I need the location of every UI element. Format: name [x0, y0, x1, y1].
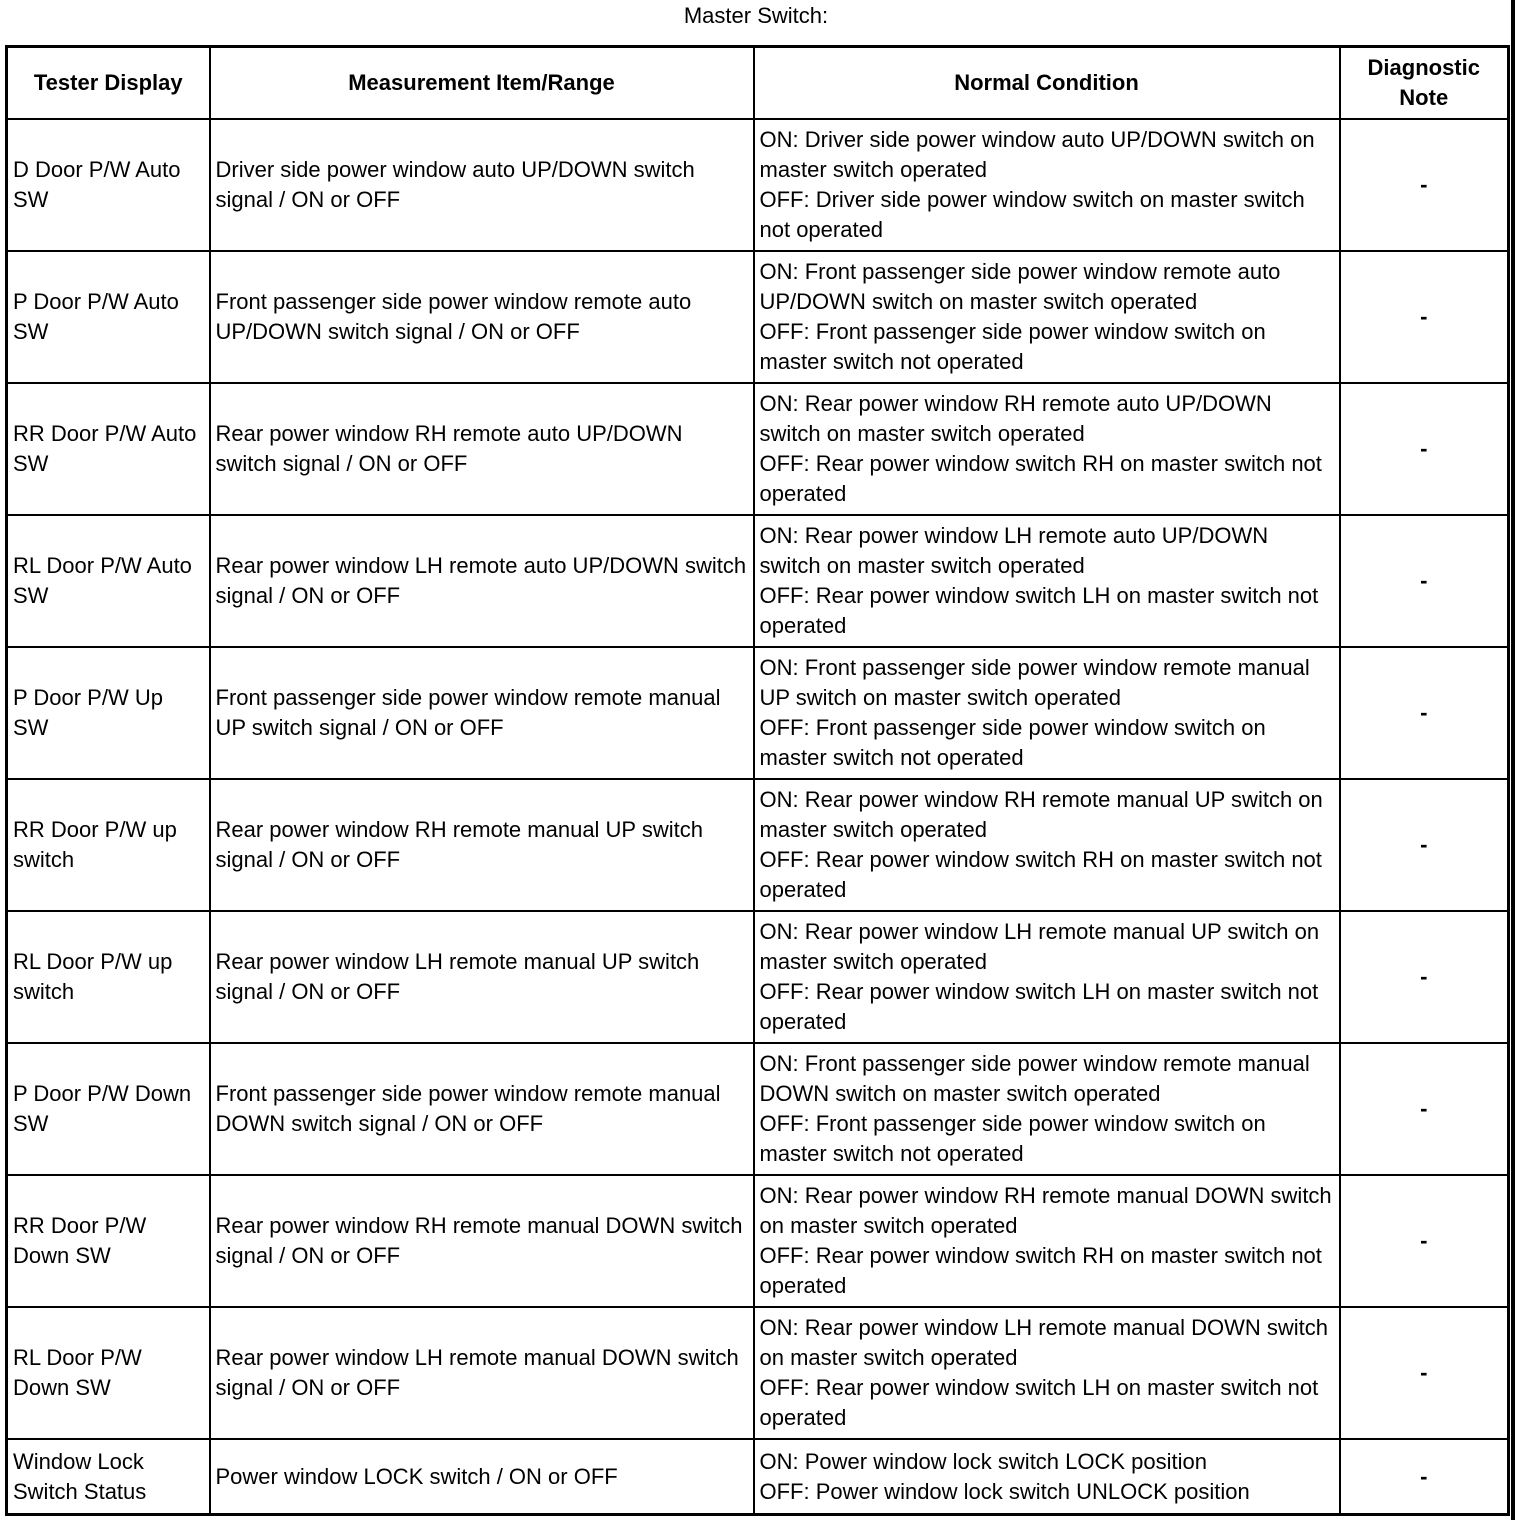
tester-display-cell: RL Door P/W Auto SW	[7, 515, 210, 647]
condition-off: OFF: Front passenger side power window switch on master switch not operated	[759, 714, 1266, 770]
normal-condition-cell	[754, 1307, 1340, 1439]
table-row	[7, 1043, 1509, 1175]
diagnostic-note-cell: -	[1340, 1043, 1509, 1175]
table-row	[7, 647, 1509, 779]
diagnostic-note-cell: -	[1340, 911, 1509, 1043]
measurement-item-cell: Rear power window LH remote manual UP switch signal / ON or OFF	[210, 911, 754, 1043]
table-row	[7, 383, 1509, 515]
tester-display-cell: RL Door P/W Down SW	[7, 1307, 210, 1439]
normal-condition-cell	[754, 251, 1340, 383]
tester-display-cell: P Door P/W Down SW	[7, 1043, 210, 1175]
diagnostic-note-cell: -	[1340, 1175, 1509, 1307]
diagnostic-note-cell: -	[1340, 515, 1509, 647]
header-row	[7, 47, 1509, 119]
normal-condition-cell	[754, 383, 1340, 515]
tester-display-cell: D Door P/W Auto SW	[7, 119, 210, 251]
condition-off: OFF: Front passenger side power window switch on master switch not operated	[759, 1111, 1266, 1167]
diagnostic-note-cell: -	[1340, 119, 1509, 251]
diagnostic-note-cell: -	[1340, 647, 1509, 779]
tester-display-cell: RL Door P/W up switch	[7, 911, 210, 1043]
master-switch-table	[5, 45, 1510, 1516]
header-measurement-item: Measurement Item/Range	[210, 47, 754, 119]
diagnostic-note-cell: -	[1340, 779, 1509, 911]
page-edge-rule	[1511, 0, 1515, 1520]
page-title: Master Switch:	[683, 3, 829, 28]
diagnostic-note-cell: -	[1340, 1439, 1509, 1514]
condition-on: ON: Power window lock switch LOCK position	[759, 1448, 1207, 1474]
tester-display-cell: P Door P/W Auto SW	[7, 251, 210, 383]
header-normal-condition: Normal Condition	[754, 47, 1340, 119]
condition-off: OFF: Power window lock switch UNLOCK position	[759, 1478, 1250, 1504]
table-row	[7, 1439, 1509, 1514]
condition-on: ON: Rear power window RH remote auto UP/DOWN switch on master switch operated	[759, 390, 1272, 446]
measurement-item-cell: Rear power window LH remote manual DOWN switch signal / ON or OFF	[210, 1307, 754, 1439]
condition-off: OFF: Rear power window switch RH on master switch not operated	[759, 450, 1322, 506]
table-row	[7, 1175, 1509, 1307]
diagnostic-note-cell: -	[1340, 251, 1509, 383]
normal-condition-cell	[754, 119, 1340, 251]
measurement-item-cell: Front passenger side power window remote manual UP switch signal / ON or OFF	[210, 647, 754, 779]
measurement-item-cell: Rear power window RH remote manual UP switch signal / ON or OFF	[210, 779, 754, 911]
measurement-item-cell: Rear power window RH remote manual DOWN switch signal / ON or OFF	[210, 1175, 754, 1307]
measurement-item-cell: Rear power window RH remote auto UP/DOWN switch signal / ON or OFF	[210, 383, 754, 515]
condition-off: OFF: Driver side power window switch on master switch not operated	[759, 186, 1305, 242]
tester-display-cell: RR Door P/W Auto SW	[7, 383, 210, 515]
condition-off: OFF: Rear power window switch LH on master switch not operated	[759, 582, 1319, 638]
normal-condition-cell	[754, 647, 1340, 779]
diagnostic-note-cell: -	[1340, 383, 1509, 515]
table-row	[7, 515, 1509, 647]
condition-on: ON: Rear power window LH remote manual DOWN switch on master switch operated	[759, 1315, 1329, 1371]
table-row	[7, 779, 1509, 911]
table-row	[7, 911, 1509, 1043]
tester-display-cell: RR Door P/W Down SW	[7, 1175, 210, 1307]
normal-condition-cell	[754, 1043, 1340, 1175]
normal-condition-cell	[754, 515, 1340, 647]
table-row	[7, 1307, 1509, 1439]
measurement-item-cell: Driver side power window auto UP/DOWN switch signal / ON or OFF	[210, 119, 754, 251]
condition-on: ON: Rear power window RH remote manual UP switch on master switch operated	[759, 787, 1323, 843]
measurement-item-cell: Front passenger side power window remote auto UP/DOWN switch signal / ON or OFF	[210, 251, 754, 383]
normal-condition-cell	[754, 911, 1340, 1043]
diagnostic-note-cell: -	[1340, 1307, 1509, 1439]
table-row	[7, 119, 1509, 251]
condition-on: ON: Driver side power window auto UP/DOWN switch on master switch operated	[759, 126, 1315, 182]
condition-on: ON: Front passenger side power window remote auto UP/DOWN switch on master switch operated	[759, 258, 1281, 314]
condition-on: ON: Rear power window LH remote manual UP switch on master switch operated	[759, 919, 1320, 975]
measurement-item-cell: Power window LOCK switch / ON or OFF	[210, 1439, 754, 1514]
condition-off: OFF: Rear power window switch LH on master switch not operated	[759, 979, 1319, 1035]
condition-on: ON: Front passenger side power window remote manual UP switch on master switch operated	[759, 654, 1310, 710]
measurement-item-cell: Front passenger side power window remote manual DOWN switch signal / ON or OFF	[210, 1043, 754, 1175]
tester-display-cell: Window Lock Switch Status	[7, 1439, 210, 1514]
header-tester-display: Tester Display	[7, 47, 210, 119]
condition-on: ON: Rear power window RH remote manual DOWN switch on master switch operated	[759, 1183, 1332, 1239]
tester-display-cell: RR Door P/W up switch	[7, 779, 210, 911]
normal-condition-cell	[754, 779, 1340, 911]
measurement-item-cell: Rear power window LH remote auto UP/DOWN switch signal / ON or OFF	[210, 515, 754, 647]
condition-off: OFF: Rear power window switch LH on master switch not operated	[759, 1375, 1319, 1431]
normal-condition-cell	[754, 1175, 1340, 1307]
condition-off: OFF: Rear power window switch RH on master switch not operated	[759, 847, 1322, 903]
table-row	[7, 251, 1509, 383]
condition-on: ON: Rear power window LH remote auto UP/DOWN switch on master switch operated	[759, 522, 1269, 578]
condition-off: OFF: Rear power window switch RH on master switch not operated	[759, 1243, 1322, 1299]
normal-condition-cell	[754, 1439, 1340, 1514]
condition-off: OFF: Front passenger side power window switch on master switch not operated	[759, 318, 1266, 374]
tester-display-cell: P Door P/W Up SW	[7, 647, 210, 779]
header-diagnostic-note: Diagnostic Note	[1340, 47, 1509, 119]
condition-on: ON: Front passenger side power window remote manual DOWN switch on master switch operated	[759, 1051, 1310, 1107]
